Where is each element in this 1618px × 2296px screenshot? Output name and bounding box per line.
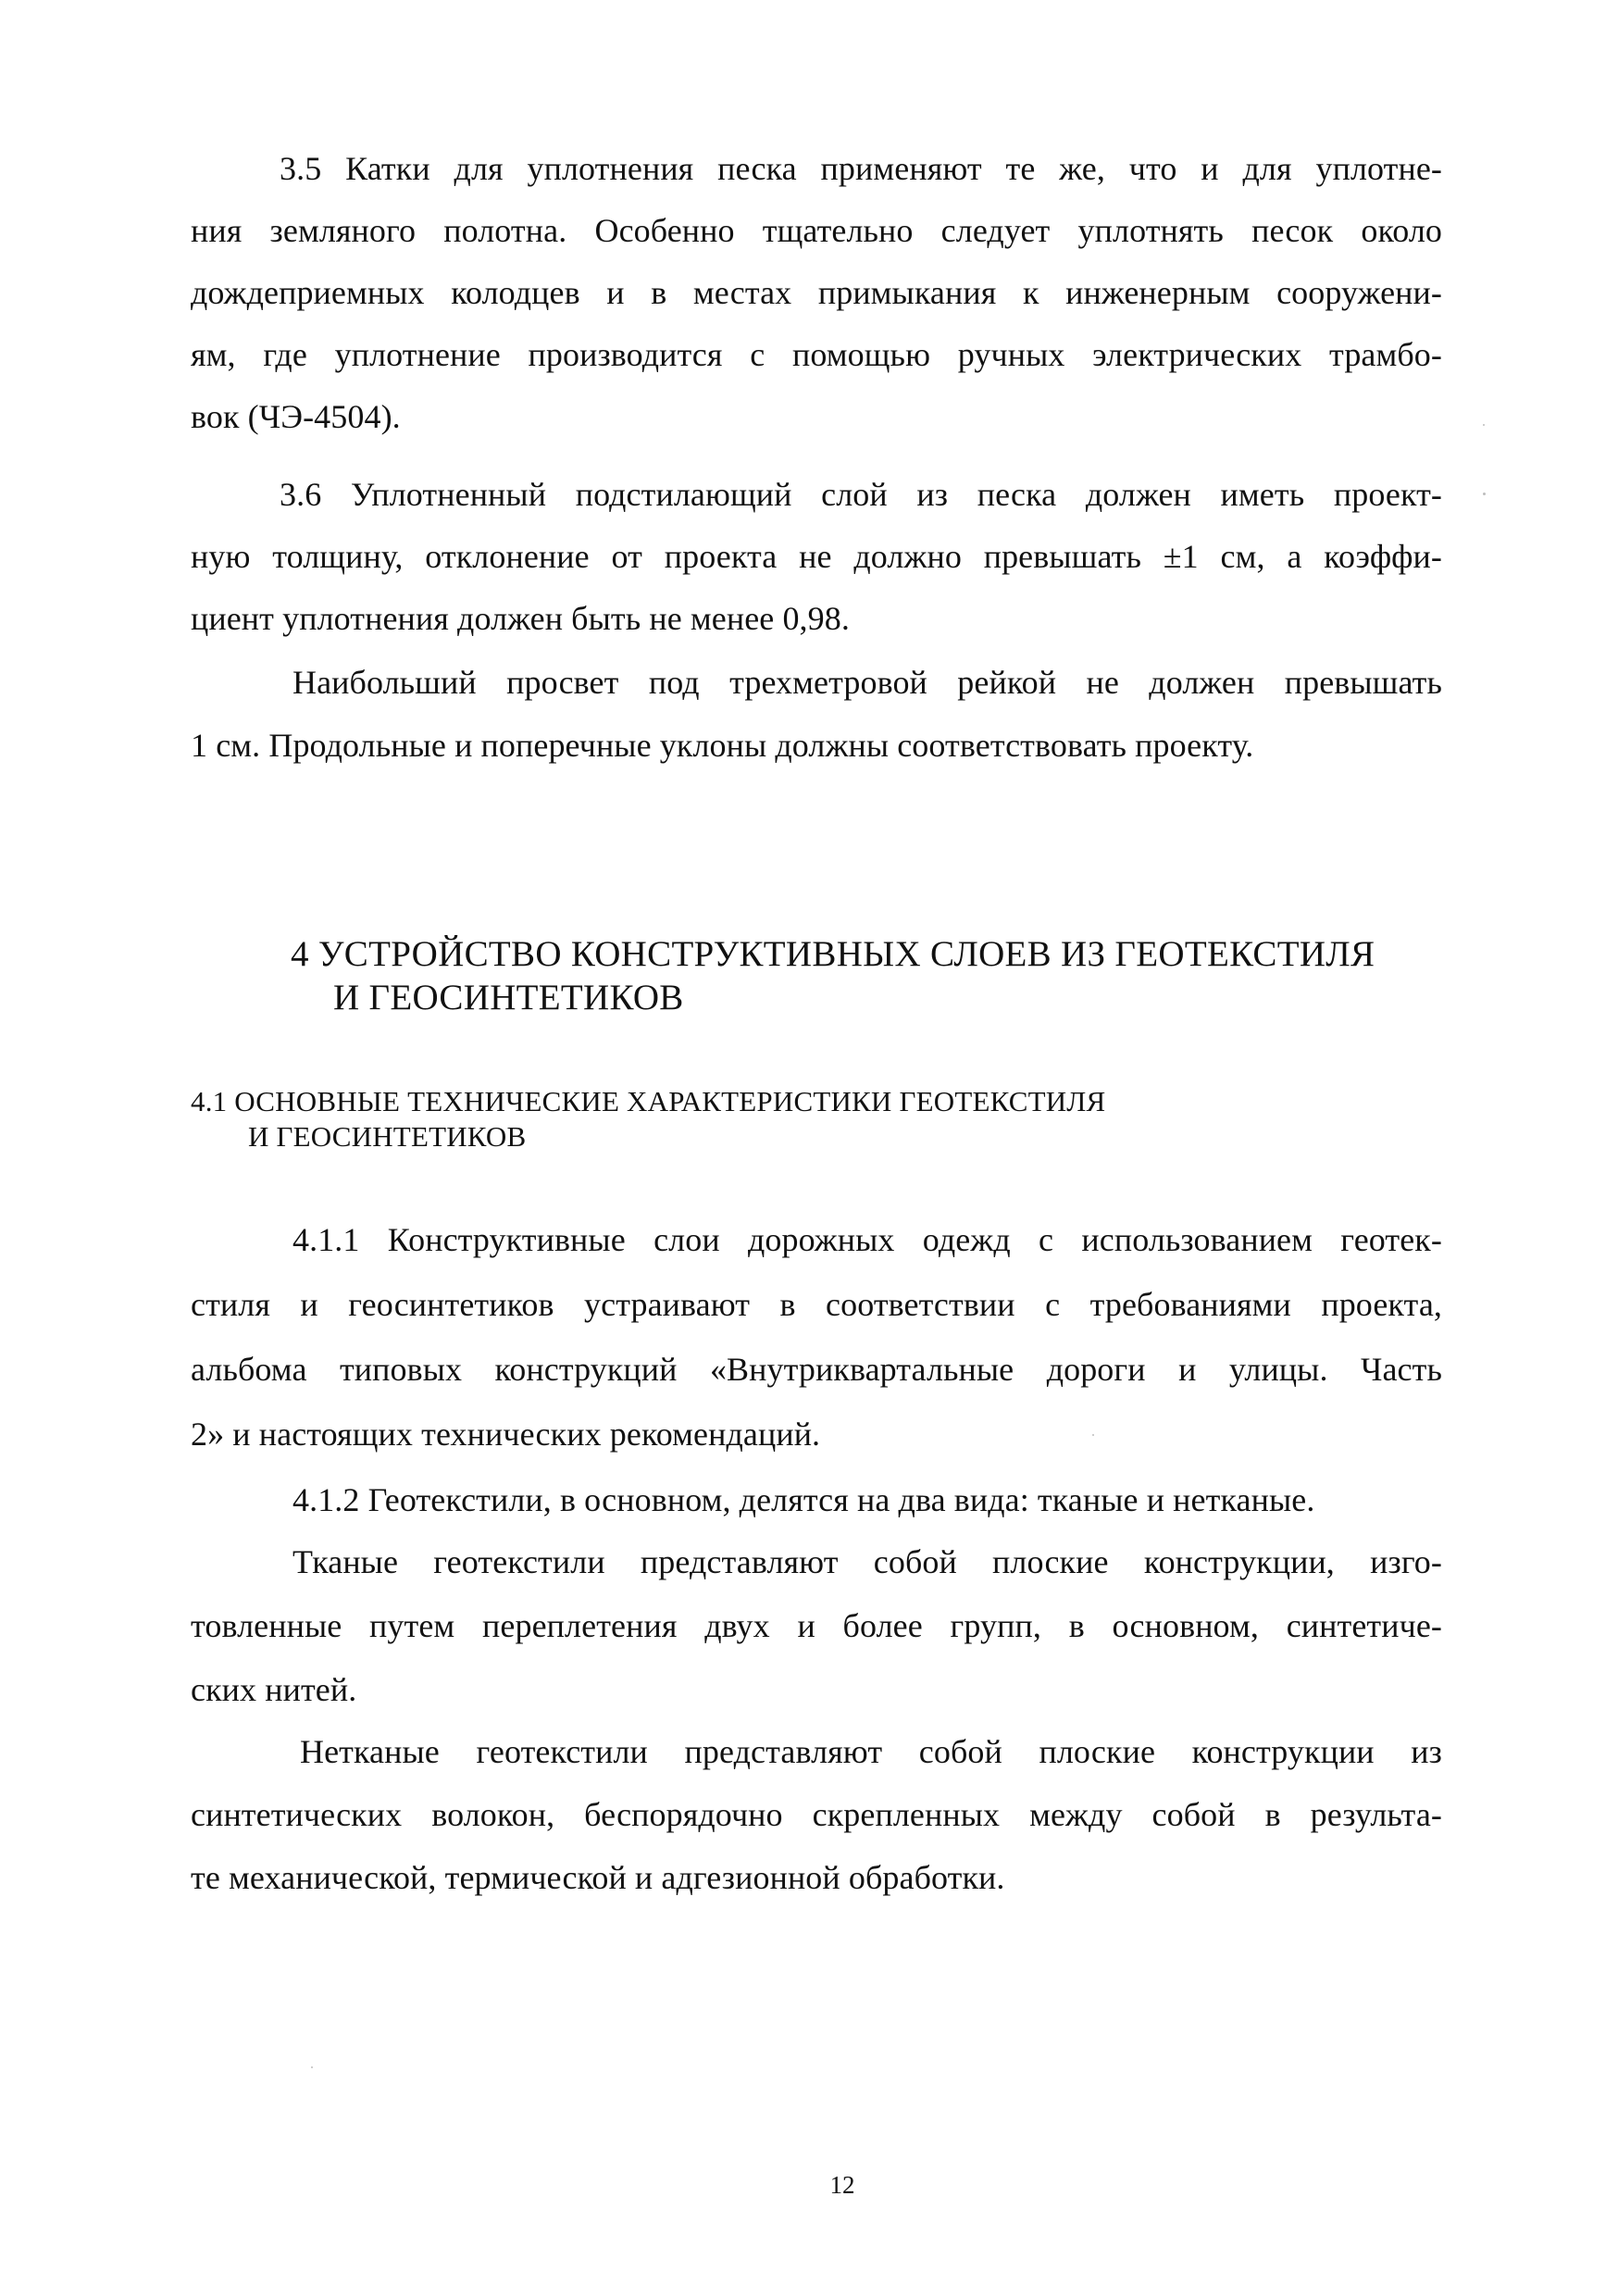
section-4-1-heading-line-2: И ГЕОСИНТЕТИКОВ xyxy=(248,1120,527,1153)
para-4-1-1-line-1: 4.1.1 Конструктивные слои дорожных одежд с использованием геотек- xyxy=(292,1221,1442,1258)
para-gap-line-1: Наибольший просвет под трехметровой рейкой не должен превышать xyxy=(292,664,1442,701)
para-4-1-1-line-4: 2» и настоящих технических рекомендаций. xyxy=(191,1416,821,1453)
scan-speck xyxy=(1092,1434,1094,1436)
para-3-5-line-4: ям, где уплотнение производится с помощью ручных электрических трамбо- xyxy=(191,336,1442,373)
para-3-5-line-1: 3.5 Катки для уплотнения песка применяют те же, что и для уплотне- xyxy=(280,150,1442,187)
para-3-5-line-2: ния земляного полотна. Особенно тщательно следует уплотнять песок около xyxy=(191,212,1442,249)
para-3-6-line-3: циент уплотнения должен быть не менее 0,98. xyxy=(191,600,850,637)
para-3-6-line-1: 3.6 Уплотненный подстилающий слой из песка должен иметь проект- xyxy=(280,476,1442,513)
para-4-1-1-line-2: стиля и геосинтетиков устраивают в соответствии с требованиями проекта, xyxy=(191,1286,1442,1323)
para-3-5-line-5: вок (ЧЭ-4504). xyxy=(191,398,401,435)
para-woven-line-3: ских нитей. xyxy=(191,1671,357,1708)
para-3-6-line-2: ную толщину, отклонение от проекта не должно превышать ±1 см, а коэффи- xyxy=(191,538,1442,575)
scan-speck xyxy=(311,2066,313,2068)
para-4-1-1-line-3: альбома типовых конструкций «Внутриквартальные дороги и улицы. Часть xyxy=(191,1351,1442,1388)
para-woven-line-2: товленные путем переплетения двух и более групп, в основном, синтетиче- xyxy=(191,1607,1442,1644)
para-woven-line-1: Тканые геотекстили представляют собой плоские конструкции, изго- xyxy=(292,1543,1442,1580)
para-nonwoven-line-2: синтетических волокон, беспорядочно скрепленных между собой в результа- xyxy=(191,1796,1442,1833)
para-3-5-line-3: дождеприемных колодцев и в местах примыкания к инженерным сооружени- xyxy=(191,274,1442,311)
page-number: 12 xyxy=(829,2171,855,2199)
section-4-heading-line-2: И ГЕОСИНТЕТИКОВ xyxy=(333,978,684,1017)
scan-speck xyxy=(1483,424,1485,426)
scan-speck xyxy=(1483,493,1486,495)
section-4-heading-line-1: 4 УСТРОЙСТВО КОНСТРУКТИВНЫХ СЛОЕВ ИЗ ГЕОТЕКСТИЛЯ xyxy=(291,934,1375,974)
para-nonwoven-line-3: те механической, термической и адгезионной обработки. xyxy=(191,1859,1005,1896)
section-4-1-heading-line-1: 4.1 ОСНОВНЫЕ ТЕХНИЧЕСКИЕ ХАРАКТЕРИСТИКИ ГЕОТЕКСТИЛЯ xyxy=(191,1085,1106,1117)
para-4-1-2-line-1: 4.1.2 Геотекстили, в основном, делятся на два вида: тканые и нетканые. xyxy=(292,1481,1315,1518)
para-gap-line-2: 1 см. Продольные и поперечные уклоны должны соответствовать проекту. xyxy=(191,727,1254,764)
para-nonwoven-line-1: Нетканые геотекстили представляют собой плоские конструкции из xyxy=(300,1733,1442,1770)
